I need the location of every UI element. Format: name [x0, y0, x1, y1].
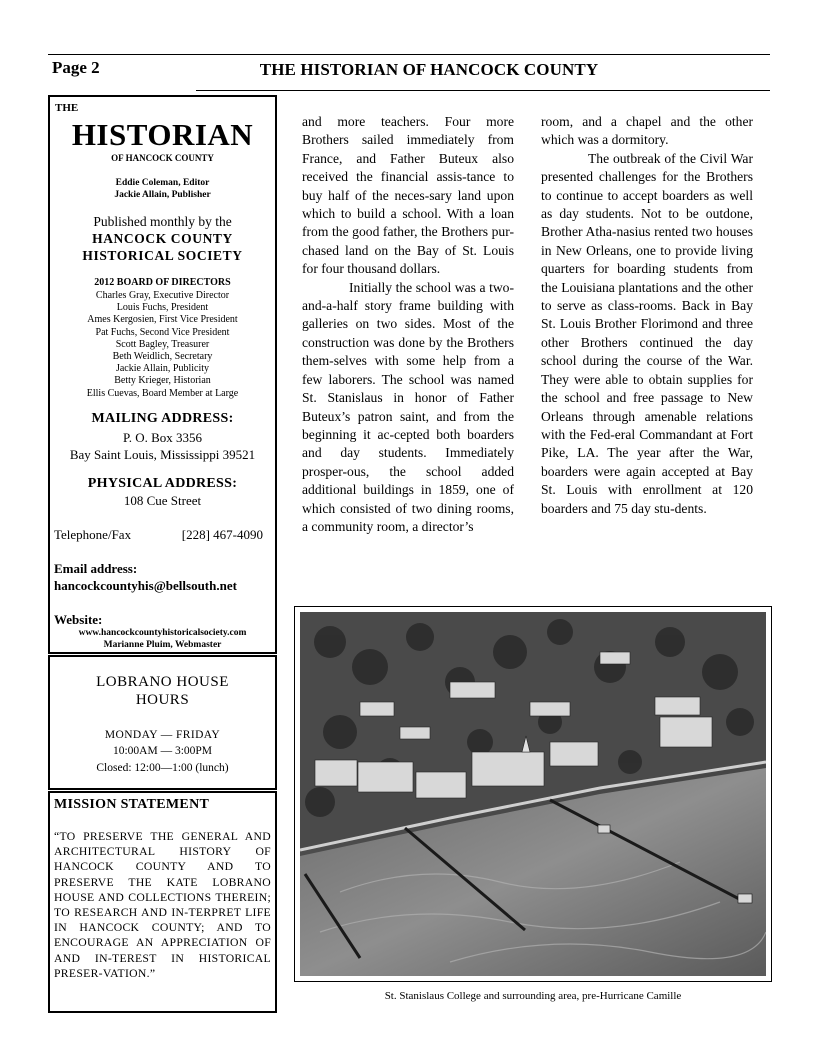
published-by-line: Published monthly by the: [93, 214, 232, 229]
hours-closed: Closed: 12:00—1:00 (lunch): [96, 762, 229, 774]
email-heading: Email address:: [54, 561, 138, 576]
board-member: Scott Bagley, Treasurer: [115, 338, 210, 350]
board-member: Jackie Allain, Publicity: [115, 363, 210, 375]
board-member: Beth Weidlich, Secretary: [112, 351, 213, 363]
photo-caption: St. Stanislaus College and surrounding area, pre-Hurricane Camille: [384, 990, 682, 1002]
publisher-statement: [50, 213, 275, 264]
publisher-credit: Jackie Allain, Publisher: [114, 190, 211, 200]
page-number: Page 2: [52, 58, 100, 77]
website-heading: Website:: [54, 612, 103, 627]
email-address: hancockcountyhis@bellsouth.net: [54, 578, 237, 593]
title-underline-rule: [196, 90, 770, 91]
article-column-1: [302, 113, 514, 536]
telephone-line: [54, 527, 263, 543]
board-member: Ellis Cuevas, Board Member at Large: [86, 387, 239, 399]
article-paragraph: Initially the school was a two-and-a-half story frame building with galleries on two sides. Most of the construction was done by the Brothers them-selves with some help from a few laborers. The school was named St. Stanislaus in honor of Father Buteux’s patron saint, and from the beginning it ac-cepted both boarders and day students. Immediately prosper-ous, the school added additional buildings in 1859, one of which consisted of two dining rooms, a community room, a director’s: [302, 279, 514, 534]
board-heading: 2012 BOARD OF DIRECTORS: [94, 277, 231, 288]
society-name-line1: HANCOCK COUNTY: [92, 231, 233, 246]
hours-title: [50, 673, 275, 709]
mission-text: “TO PRESERVE THE GENERAL AND ARCHITECTURAL HISTORY OF HANCOCK COUNTY AND TO PRESERVE THE KATE LOBRANO HOUSE AND COLLECTIONS THEREIN; TO RESEARCH AND IN-TERPRET LIFE IN HANCOCK COUNTY; AND TO ENCOURAGE AN APPRECIATION OF AND IN-TEREST IN HISTORICAL PRESER-VATION.”: [54, 830, 271, 980]
board-member: Pat Fuchs, Second Vice President: [95, 326, 230, 338]
masthead-subtitle: OF HANCOCK COUNTY: [111, 153, 214, 163]
hours-time: 10:00AM — 3:00PM: [112, 745, 213, 757]
masthead-the: THE: [55, 102, 79, 114]
staff-credits: [50, 177, 275, 201]
top-rule: [48, 54, 770, 55]
telephone-label: Telephone/Fax: [54, 527, 132, 542]
newsletter-running-title: THE HISTORIAN OF HANCOCK COUNTY: [259, 60, 599, 79]
board-member: Charles Gray, Executive Director: [95, 290, 230, 301]
hours-title-line1: LOBRANO HOUSE: [96, 674, 229, 690]
mission-statement-box: [48, 791, 277, 1013]
telephone-number: [228] 467-4090: [181, 527, 263, 542]
house-hours-box: [48, 655, 277, 790]
article-paragraph: The outbreak of the Civil War presented challenges for the Brothers to continue to accept boarders as well as day students. Not to be outdone, Brother Atha-nasius rented two houses in New Orleans, one to provide living quarters for boarding students from the Louisiana plantations and the other to serve as class-rooms. Back in Bay St. Louis Brother Florimond and three other Brothers continued the day school during the course of the War. They were able to obtain supplies for the school and free passage to New Orleans through amenable relations with the Fed-eral Commandant at Fort Pike, LA. The year after the War, boarders were again accepted at Bay St. Louis with enrollment at 120 boarders and 75 day stu-dents.: [541, 150, 753, 516]
article-column-2: [541, 113, 753, 518]
masthead-title: HISTORIAN: [71, 117, 254, 152]
article-paragraph: room, and a chapel and the other which was a dormitory.: [541, 114, 753, 148]
board-member: Betty Krieger, Historian: [114, 375, 211, 387]
physical-address-heading: PHYSICAL ADDRESS:: [87, 476, 238, 491]
hours-days: MONDAY — FRIDAY: [104, 729, 221, 741]
mission-heading: MISSION STATEMENT: [54, 797, 210, 812]
webmaster-credit: Marianne Pluim, Webmaster: [103, 640, 222, 650]
physical-address-line1: 108 Cue Street: [123, 493, 202, 508]
aerial-campus-photo: [300, 612, 766, 976]
mailing-address-line2: Bay Saint Louis, Mississippi 39521: [69, 447, 256, 462]
board-list: [50, 290, 275, 400]
board-member: Ames Kergosien, First Vice President: [87, 314, 238, 326]
editor-credit: Eddie Coleman, Editor: [115, 178, 210, 188]
sidebar: [48, 95, 277, 1013]
hours-title-line2: HOURS: [135, 692, 190, 708]
publication-info-box: [48, 95, 277, 654]
society-name-line2: HISTORICAL SOCIETY: [82, 248, 243, 263]
mailing-address-line1: P. O. Box 3356: [122, 430, 203, 445]
board-member: Louis Fuchs, President: [116, 302, 209, 314]
article-paragraph: and more teachers. Four more Brothers sailed immediately from France, and Father Buteux also received the financial assis-tance to buy half of the neces-sary land upon which to build a school. With a loan from the good father, the Brothers pur-chased land on the Bay of St. Louis for four thousand dollars.: [302, 114, 514, 277]
mailing-address-heading: MAILING ADDRESS:: [91, 411, 234, 426]
photo-frame: [294, 606, 772, 982]
website-url: www.hancockcountyhistoricalsociety.com: [78, 628, 247, 638]
